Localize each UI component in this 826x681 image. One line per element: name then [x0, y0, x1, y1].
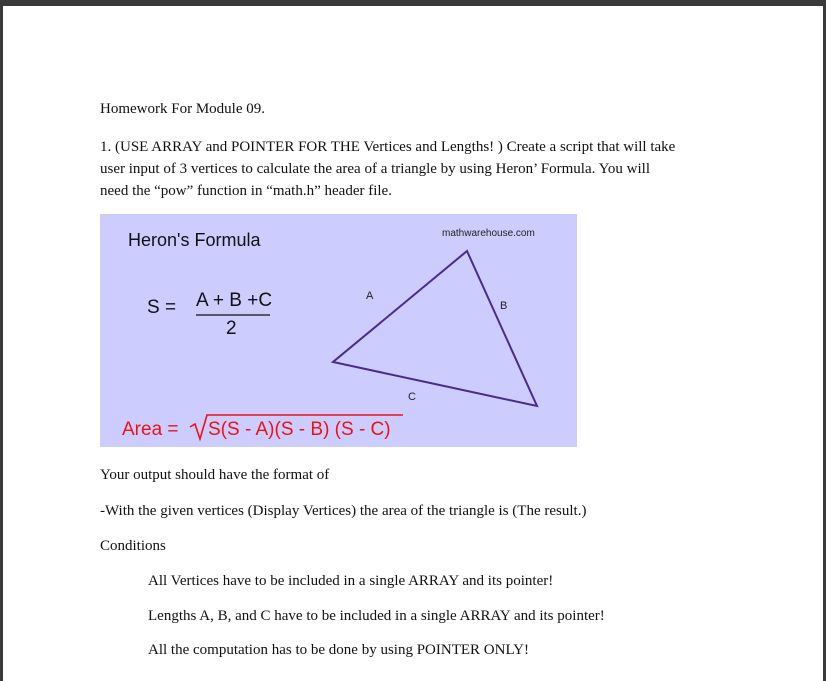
side-label-a: A [366, 290, 374, 302]
output-format: -With the given vertices (Display Vertices) the area of the triangle is (The result.) [100, 503, 587, 519]
herons-formula-figure [100, 214, 577, 447]
question-line-2: user input of 3 vertices to calculate the area of a triangle by using Heron’ Formula. You will [100, 161, 650, 177]
area-label: Area = [122, 419, 179, 440]
condition-item: All Vertices have to be included in a single ARRAY and its pointer! [148, 573, 554, 589]
side-label-b: B [500, 300, 508, 312]
s-label: S = [147, 297, 177, 318]
figure-title: Heron's Formula [128, 230, 261, 250]
s-denominator: 2 [226, 318, 237, 339]
conditions-title: Conditions [100, 538, 166, 554]
side-label-c: C [408, 391, 416, 403]
document-page [3, 6, 823, 681]
output-intro: Your output should have the format of [100, 467, 330, 483]
document-heading: Homework For Module 09. [100, 101, 265, 117]
condition-item: All the computation has to be done by using POINTER ONLY! [148, 642, 529, 658]
area-radicand: S(S - A)(S - B) (S - C) [208, 419, 391, 440]
question-line-3: need the “pow” function in “math.h” header file. [100, 183, 392, 199]
figure-watermark: mathwarehouse.com [442, 228, 535, 239]
question-line-1: 1. (USE ARRAY and POINTER FOR THE Vertices and Lengths! ) Create a script that will take [100, 139, 676, 155]
triangle-shape [333, 251, 537, 406]
herons-formula-diagram [100, 214, 577, 447]
s-numerator: A + B +C [196, 290, 273, 311]
condition-item: Lengths A, B, and C have to be included in a single ARRAY and its pointer! [148, 608, 605, 624]
